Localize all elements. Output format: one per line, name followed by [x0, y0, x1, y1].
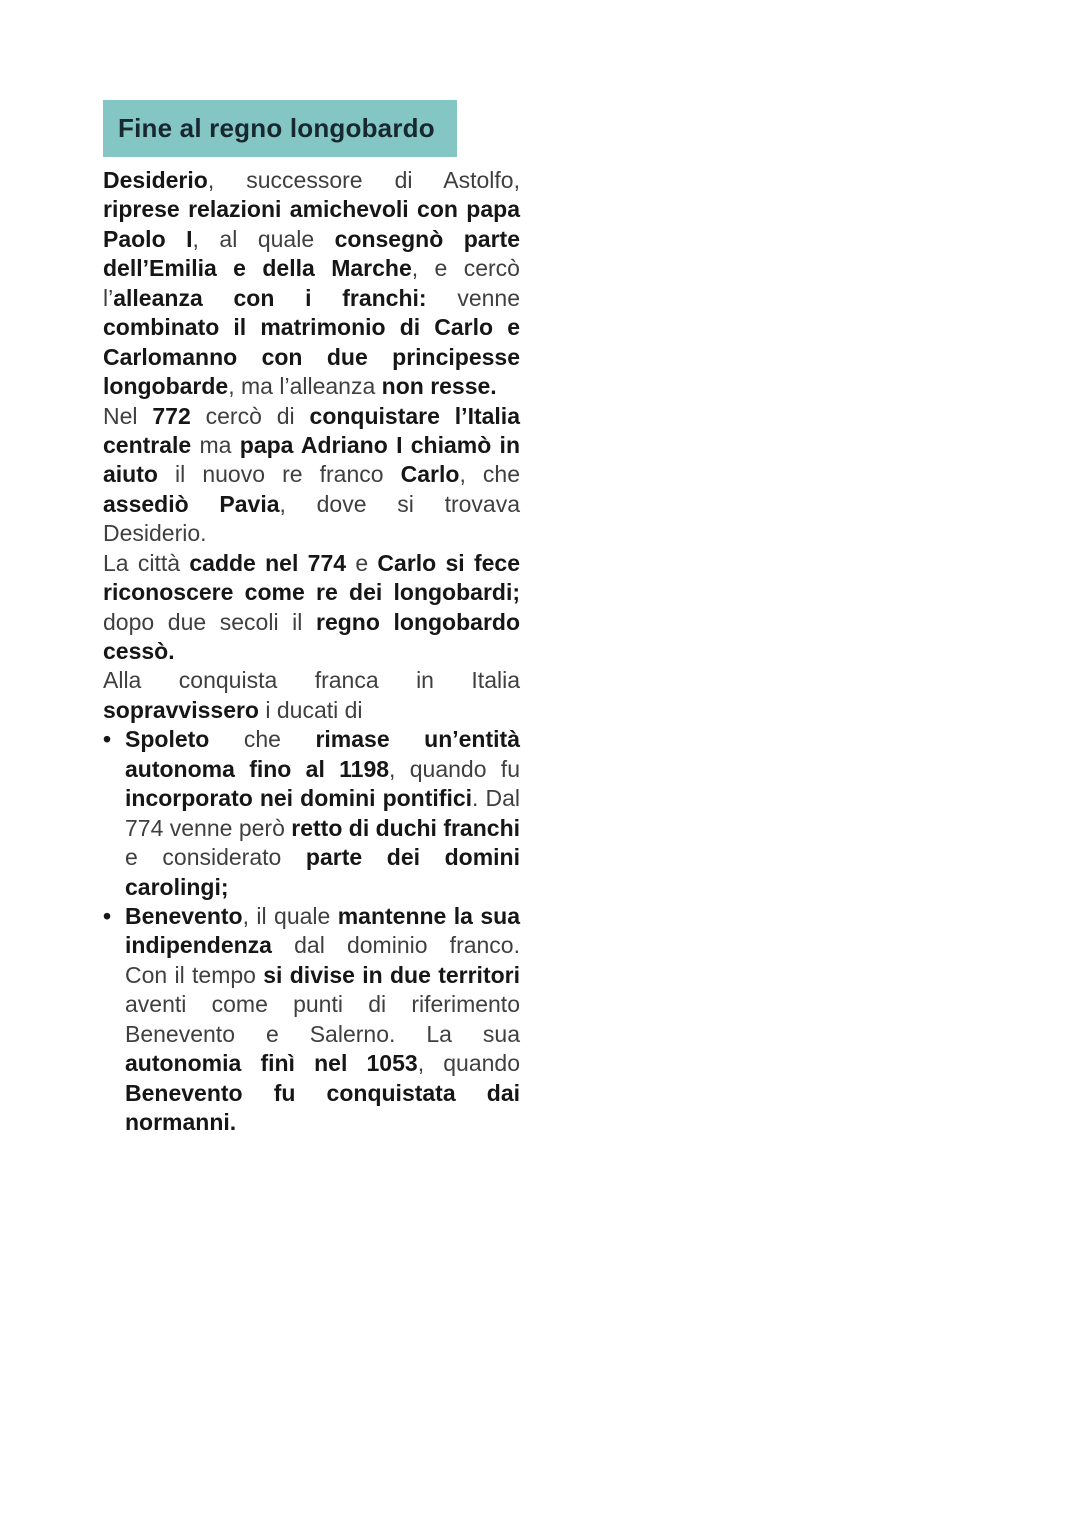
- text-run: aventi come punti di riferimento Benevento e Salerno. La sua: [125, 991, 520, 1047]
- paragraph: [103, 549, 520, 667]
- bullet-item: [103, 725, 520, 902]
- text-run: , quando fu: [389, 755, 520, 782]
- text-run-bold: Benevento: [125, 902, 243, 929]
- section-heading: Fine al regno longobardo: [103, 100, 457, 157]
- text-run-bold: cadde nel 774: [189, 549, 347, 576]
- paragraph: [103, 666, 520, 725]
- text-run: ma: [191, 431, 240, 458]
- text-run: La città: [103, 549, 190, 576]
- bullet-marker: •: [103, 726, 112, 753]
- text-run: il nuovo re franco: [157, 461, 401, 488]
- text-run-bold: Carlo: [400, 461, 460, 488]
- text-run: Alla conquista franca in Italia: [103, 667, 520, 694]
- text-run: venne: [426, 284, 520, 311]
- text-run: e: [346, 549, 378, 576]
- text-run-bold: incorporato nei domini pontifici: [125, 785, 473, 812]
- content-column: [103, 100, 520, 1137]
- text-run-bold: Benevento fu conquistata dai normanni.: [125, 1079, 520, 1135]
- text-run-bold: riprese relazioni amichevoli con papa Paolo I: [103, 196, 520, 252]
- text-run: , il quale: [242, 902, 338, 929]
- text-run-bold: alleanza con i franchi:: [113, 284, 427, 311]
- text-run: i ducati di: [258, 696, 363, 723]
- text-run-bold: mantenne la sua indipendenza: [125, 902, 520, 959]
- content-blocks: [103, 166, 520, 1137]
- bullet-marker: •: [103, 902, 112, 929]
- text-run-bold: autonomia finì nel 1053: [125, 1050, 418, 1077]
- text-run: , quando: [417, 1050, 520, 1077]
- text-run: , successore di Astolfo,: [207, 167, 520, 193]
- text-run: e considerato: [125, 844, 306, 871]
- text-run-bold: sopravvissero: [103, 696, 259, 723]
- text-run-bold: Carlo si fece riconoscere come re dei longobardi;: [103, 549, 521, 606]
- text-run-bold: consegnò parte dell’Emilia e della Marche: [103, 225, 520, 282]
- text-run-bold: rimase un’entità autonoma fino al 1198: [125, 726, 520, 782]
- text-run: . Dal 774 venne però: [125, 785, 520, 841]
- paragraph: [103, 402, 520, 549]
- text-run-bold: combinato il matrimonio di Carlo e Carlomanno con due principesse longobarde: [103, 314, 520, 400]
- text-run: che: [209, 726, 316, 753]
- text-run-bold: conquistare l’Italia centrale: [103, 402, 520, 458]
- text-run: Nel: [103, 402, 153, 429]
- text-run: dopo due secoli il: [103, 608, 317, 635]
- text-run-bold: assediò Pavia: [103, 490, 280, 517]
- bullet-item: [103, 902, 520, 1138]
- text-run-bold: 772: [152, 402, 191, 429]
- text-run-bold: retto di duchi franchi: [291, 814, 521, 841]
- text-run: , e cercò l’: [103, 255, 520, 311]
- paragraph: [103, 166, 520, 402]
- text-run-bold: parte dei domini carolingi;: [125, 844, 520, 900]
- text-run: dal dominio franco. Con il tempo: [125, 932, 520, 988]
- text-run-bold: si divise in due territori: [263, 961, 520, 988]
- text-run: , dove si trovava Desiderio.: [103, 490, 520, 547]
- text-run: , ma l’alleanza: [228, 373, 382, 400]
- text-run-bold: Desiderio: [103, 167, 208, 193]
- text-run: , che: [459, 461, 520, 488]
- text-run: cercò di: [190, 402, 310, 429]
- text-run-bold: Spoleto: [125, 726, 210, 753]
- text-run-bold: regno longobardo cessò.: [103, 608, 520, 664]
- text-run-bold: papa Adriano I chiamò in aiuto: [103, 431, 521, 488]
- text-run: , al quale: [192, 225, 335, 252]
- text-run-bold: non resse.: [381, 373, 497, 400]
